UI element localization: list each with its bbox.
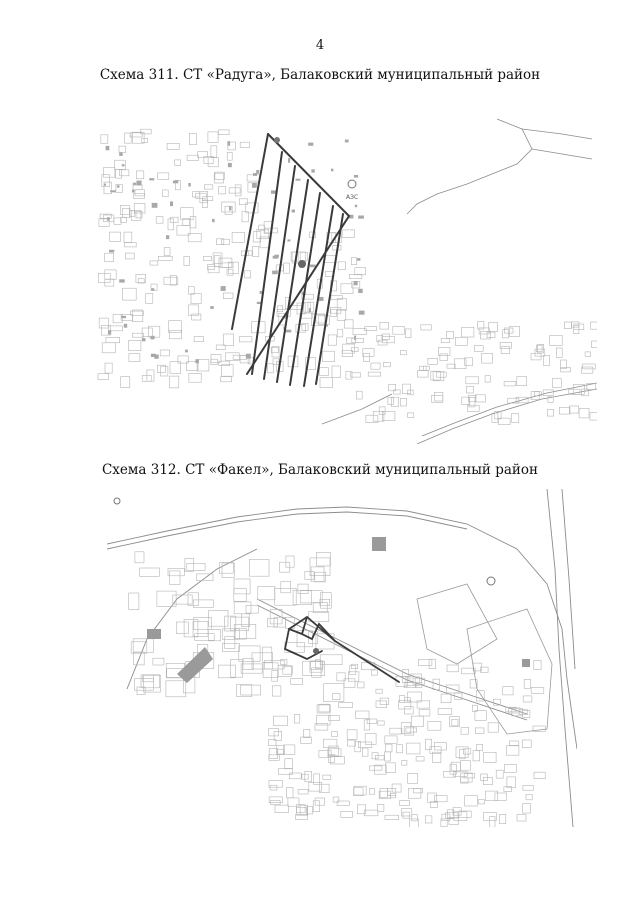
poi-icon bbox=[274, 137, 280, 143]
gas-station-icon bbox=[348, 180, 356, 188]
page-number: 4 bbox=[315, 38, 325, 53]
road-network bbox=[322, 119, 597, 444]
scheme-311-map bbox=[92, 104, 597, 444]
scheme-312-map bbox=[107, 489, 577, 827]
scheme-311-map-drawing bbox=[92, 104, 597, 444]
poi-icon bbox=[114, 498, 120, 504]
gas-station-label: АЗС bbox=[346, 194, 359, 201]
poi-icon bbox=[487, 577, 495, 585]
boundary-radug bbox=[232, 134, 349, 386]
scheme-312-caption: Схема 312. СТ «Факел», Балаковский муниципальный район bbox=[101, 462, 539, 478]
water-tower-icon bbox=[313, 648, 319, 654]
boundary-fakel bbox=[285, 617, 399, 682]
water-tower-icon bbox=[298, 260, 306, 268]
scheme-311-caption: Схема 311. СТ «Радуга», Балаковский муниципальный район bbox=[99, 67, 541, 83]
scheme-312-map-drawing bbox=[107, 489, 577, 827]
settlement-blocks bbox=[342, 322, 597, 425]
parcel-grid bbox=[98, 129, 366, 388]
parcel-grid bbox=[129, 552, 546, 827]
industrial-zone bbox=[417, 584, 552, 734]
